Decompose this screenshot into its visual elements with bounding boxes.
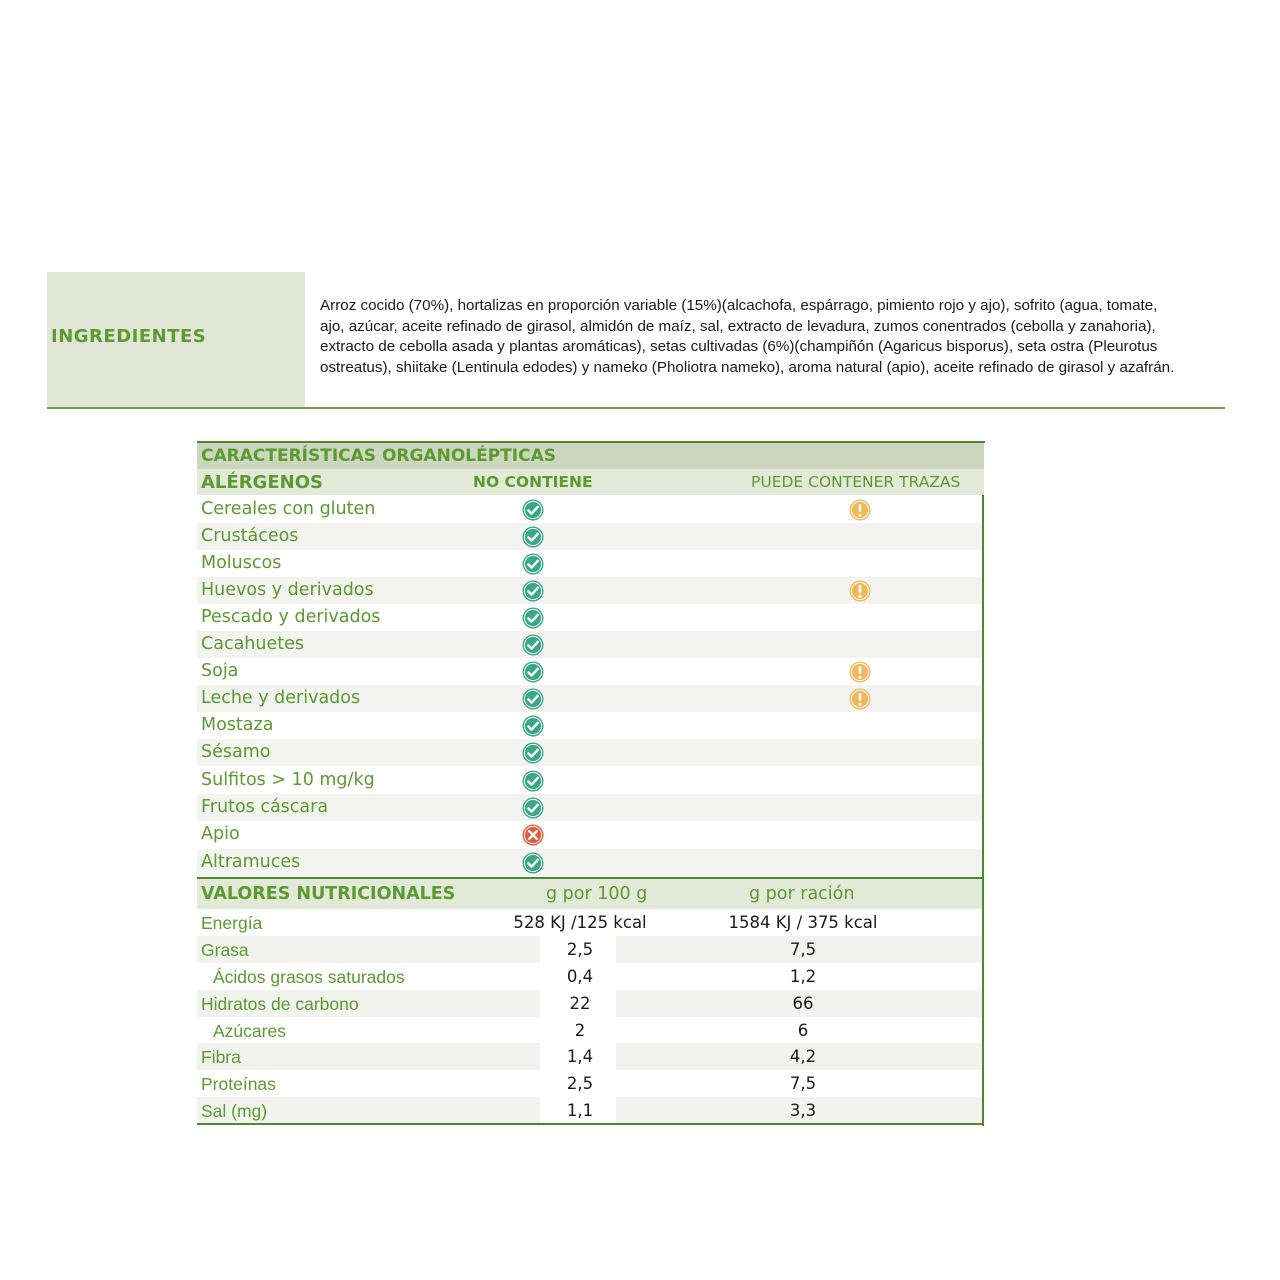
- nutrient-per-100g: 22: [569, 994, 591, 1013]
- check-circle-icon: [522, 797, 544, 819]
- nutrition-header-row: [197, 879, 984, 909]
- allergen-row: [197, 794, 982, 821]
- nutrient-per-100g: 1,1: [566, 1101, 594, 1120]
- allergen-name: Sésamo: [201, 742, 271, 762]
- allergen-name: Sulfitos > 10 mg/kg: [201, 770, 375, 790]
- check-circle-icon: [522, 852, 544, 874]
- nutrition-row: [197, 1017, 982, 1044]
- nutrient-per-100g: 2: [574, 1021, 586, 1040]
- check-circle-icon: [522, 553, 544, 575]
- allergen-name: Leche y derivados: [201, 688, 361, 708]
- warning-circle-icon: [849, 661, 871, 683]
- nutrient-per-racion: 3,3: [789, 1101, 817, 1120]
- per-100g-header: g por 100 g: [546, 884, 648, 904]
- check-circle-icon: [522, 607, 544, 629]
- warning-circle-icon: [849, 688, 871, 710]
- warning-circle-icon: [849, 499, 871, 521]
- per-racion-header: g por ración: [749, 884, 855, 904]
- allergen-row: [197, 685, 982, 712]
- allergen-row: [197, 767, 982, 794]
- allergen-name: Altramuces: [201, 852, 301, 872]
- table-border-bottom: [197, 1123, 984, 1125]
- ingredients-text: [320, 296, 1225, 378]
- nutrient-name: Energía: [201, 913, 263, 933]
- ingredients-line: ostreatus), shiitake (Lentinula edodes) y nameko (Pholiotra nameko), aroma natural (apio), aceite refinado de girasol y azafrán.: [320, 358, 1175, 376]
- allergen-row: [197, 496, 982, 523]
- ingredients-divider: [47, 407, 1225, 409]
- warning-circle-icon: [849, 580, 871, 602]
- check-circle-icon: [522, 526, 544, 548]
- table-border-top: [197, 441, 985, 443]
- allergen-name: Crustáceos: [201, 526, 299, 546]
- no-contiene-header: NO CONTIENE: [473, 473, 593, 491]
- allergen-row: [197, 604, 982, 631]
- nutrient-per-racion: 1584 KJ / 375 kcal: [728, 913, 878, 932]
- check-circle-icon: [522, 742, 544, 764]
- nutrition-row: [197, 963, 982, 990]
- table-border-right: [982, 495, 984, 1126]
- allergen-row: [197, 523, 982, 550]
- nutrient-per-racion: 66: [792, 994, 814, 1013]
- cross-circle-icon: [522, 824, 544, 846]
- allergen-header: ALÉRGENOS: [201, 472, 323, 493]
- check-circle-icon: [522, 715, 544, 737]
- nutrient-name: Ácidos grasos saturados: [213, 967, 405, 987]
- allergen-name: Huevos y derivados: [201, 580, 374, 600]
- nutrient-per-racion: 6: [797, 1021, 809, 1040]
- check-circle-icon: [522, 688, 544, 710]
- allergen-name: Apio: [201, 824, 240, 844]
- check-circle-icon: [522, 661, 544, 683]
- allergen-row: [197, 658, 982, 685]
- nutrition-row: [197, 936, 982, 963]
- ingredients-line: ajo, azúcar, aceite refinado de girasol, almidón de maíz, sal, extracto de levadura, zumos conentrados (cebolla y zanahoria),: [320, 317, 1156, 335]
- allergen-row: [197, 577, 982, 604]
- nutrient-name: Sal (mg): [201, 1101, 268, 1121]
- ingredients-line: extracto de cebolla asada y plantas aromáticas), setas cultivadas (6%)(champiñón (Agaricus bisporus), seta ostra (Pleurotus: [320, 338, 1158, 356]
- nutrient-per-100g: 2,5: [566, 1074, 594, 1093]
- nutrition-row: [197, 1043, 982, 1070]
- nutrient-name: Fibra: [201, 1047, 241, 1067]
- allergen-name: Pescado y derivados: [201, 607, 381, 627]
- nutrient-name: Azúcares: [213, 1021, 286, 1041]
- nutrition-row: [197, 990, 982, 1017]
- ingredients-label: INGREDIENTES: [51, 326, 207, 347]
- nutrition-row: [197, 1097, 982, 1124]
- organoleptic-title-row: [197, 443, 984, 469]
- table-border-mid: [197, 877, 984, 879]
- allergen-row: [197, 849, 982, 877]
- nutrient-per-racion: 1,2: [789, 967, 817, 986]
- ingredients-line: Arroz cocido (70%), hortalizas en proporción variable (15%)(alcachofa, espárrago, pimiento rojo y ajo), sofrito (agua, tomate,: [320, 297, 1158, 314]
- allergen-name: Cereales con gluten: [201, 499, 376, 519]
- allergen-name: Cacahuetes: [201, 634, 304, 654]
- nutrient-name: Hidratos de carbono: [201, 994, 359, 1014]
- check-circle-icon: [522, 770, 544, 792]
- organoleptic-title: CARACTERÍSTICAS ORGANOLÉPTICAS: [201, 446, 556, 466]
- nutrient-per-racion: 7,5: [789, 940, 817, 959]
- nutrient-per-100g: 0,4: [566, 967, 594, 986]
- nutrition-header: VALORES NUTRICIONALES: [201, 884, 456, 904]
- nutrient-per-racion: 4,2: [789, 1047, 817, 1066]
- allergen-row: [197, 739, 982, 766]
- nutrition-row: [197, 1070, 982, 1097]
- allergen-row: [197, 631, 982, 658]
- nutrition-row: [197, 909, 982, 936]
- nutrient-name: Proteínas: [201, 1074, 276, 1094]
- trazas-header: PUEDE CONTENER TRAZAS: [751, 473, 961, 491]
- allergen-name: Mostaza: [201, 715, 274, 735]
- nutrient-per-100g: 2,5: [566, 940, 594, 959]
- check-circle-icon: [522, 499, 544, 521]
- nutrient-per-100g: 1,4: [566, 1047, 594, 1066]
- check-circle-icon: [522, 580, 544, 602]
- nutrient-per-100g: 528 KJ /125 kcal: [513, 913, 647, 932]
- allergen-name: Frutos cáscara: [201, 797, 329, 817]
- nutrient-name: Grasa: [201, 940, 249, 960]
- allergen-name: Soja: [201, 661, 239, 681]
- allergen-name: Moluscos: [201, 553, 282, 573]
- allergen-row: [197, 821, 982, 848]
- allergen-row: [197, 712, 982, 739]
- check-circle-icon: [522, 634, 544, 656]
- allergen-header-row: [197, 469, 984, 495]
- allergen-row: [197, 550, 982, 577]
- nutrient-per-racion: 7,5: [789, 1074, 817, 1093]
